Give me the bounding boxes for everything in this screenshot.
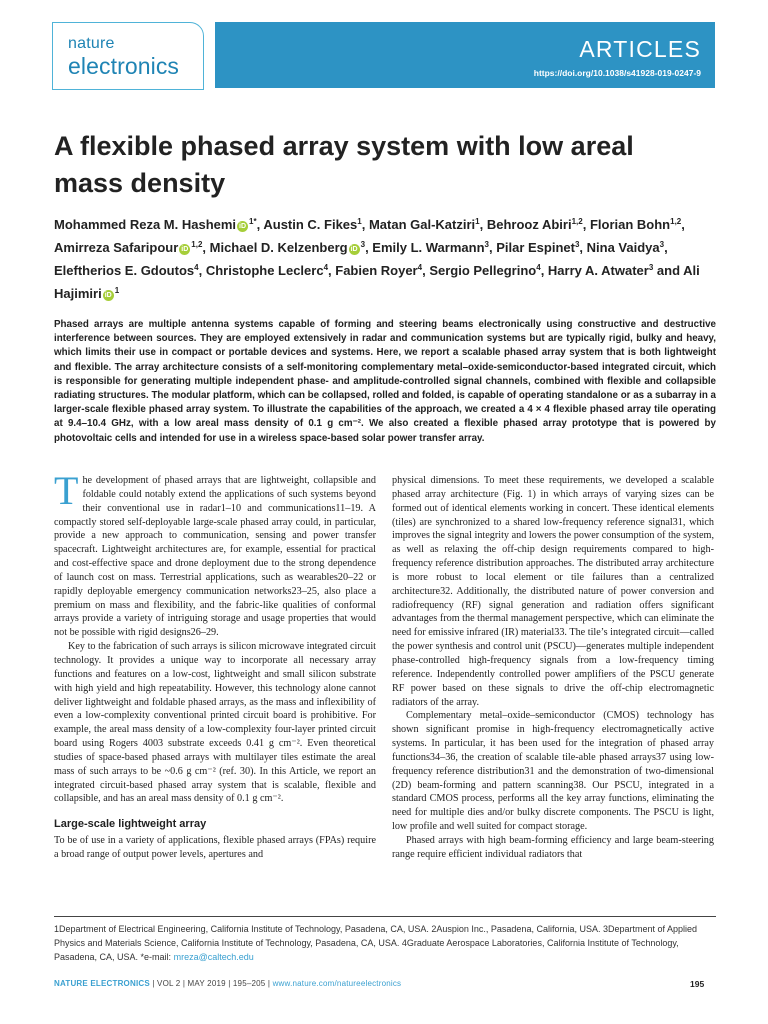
body-column-left <box>54 468 376 862</box>
author-name: Emily L. Warmann <box>372 240 485 255</box>
body-column-right <box>392 474 714 862</box>
author-affiliation-marker: 1,2 <box>571 217 583 226</box>
author-affiliation-marker: 3 <box>484 240 489 249</box>
author-affiliation-marker: 4 <box>323 263 329 272</box>
author-affiliation-marker: 1,2 <box>191 240 203 249</box>
author-affiliation-marker: 1 <box>475 217 480 226</box>
author-name: Nina Vaidya <box>586 240 660 255</box>
article-title: A flexible phased array system with low areal mass density <box>54 131 634 198</box>
paragraph-key: Key to the fabrication of such arrays is silicon microwave integrated circuit technology. It provides a unique way to incorporate all necessary array functions and features on a low-cost, lightweight and small silicon substrate with high yield and high repeatability. However, this technology alone cannot deliver lightweight and foldable phased arrays, as the mass and inflexibility of even a low-complexity conventional printed circuit board is prohibitive. For example, the areal mass density of a low-complexity four-layer printed circuit board using Rogers 4003 substrate exceeds 0.41 g cm⁻². Even theoretical studies of space-based phased arrays with multilayer tiles estimate the areal mass of such arrays to be ~0.6 g cm⁻² (ref. 30). In this Article, we report an integrated circuit-based phased array system that is scalable, flexible and collapsible, and has an areal mass density of 0.1 g cm⁻². <box>54 641 376 805</box>
author-affiliation-marker: 4 <box>194 263 199 272</box>
orcid-icon[interactable]: iD <box>104 292 112 299</box>
author-name: Ali Hajimiri <box>54 263 700 301</box>
author-name: Florian Bohn <box>589 217 671 232</box>
author <box>210 240 365 255</box>
author-affiliation-marker: 1 <box>114 286 120 295</box>
author-affiliation-marker: 4 <box>536 263 541 272</box>
orcid-icon[interactable]: iD <box>350 246 358 253</box>
author <box>590 217 681 232</box>
author-name: Fabien Royer <box>335 263 418 278</box>
paragraph-physical: physical dimensions. To meet these requirements, we developed a scalable phased array architecture (Fig. 1) in which arrays of varying sizes can be formed out of identical elements working in concert. These identical elements (tiles) are synchronized to a shared low-frequency reference signal31, which improves the signal integrity and lowers the power consumption of the system, as well as relaxing the off-chip design requirements compared to high-frequency reference distribution approaches. The distributed array architecture is more robust to local element or tile failures than a centralized architecture32. Additionally, the distributed nature of power conversion and radiofrequency (RF) signal generation and radiation offers significant advantages from the thermal management perspective, which can eliminate the need for emissive infrared (IR) material33. The tile’s integrated circuit—called the power synthesis and control unit (PSCU)—generates multiple independent phase-controlled high-frequency signals from a low-frequency timing reference. Independently controlled power amplifiers of the PSCU generate RF power based on these signals to drive the off-chip electromagnetic radiators of the array. <box>392 475 714 708</box>
logo-line-1: nature <box>68 35 115 52</box>
author-affiliation-marker: 1* <box>249 217 257 226</box>
author <box>372 240 489 255</box>
affiliations <box>54 922 716 964</box>
author-name: Amirreza Safaripour <box>54 240 179 255</box>
author-affiliation-marker: 3 <box>360 240 366 249</box>
page-footer <box>54 979 401 988</box>
section-label: ARTICLES <box>579 36 701 62</box>
author <box>369 217 480 232</box>
page-number: 195 <box>690 979 705 989</box>
author-affiliation-marker: 3 <box>648 263 654 272</box>
drop-cap: T <box>54 468 79 513</box>
author <box>548 263 653 278</box>
author <box>487 217 583 232</box>
section-heading: Large-scale lightweight array <box>54 818 207 831</box>
email-link[interactable]: mreza@caltech.edu <box>173 952 254 962</box>
journal-logo <box>52 22 204 90</box>
paragraph-intro: he development of phased arrays that are lightweight, collapsible and foldable could notably extend the applications of such systems beyond their conventional use in radar1–10 and communications11–19. A compactly stored self-deployable large-scale phased array could, in particular, provide a new approach to communication, sensing and power transfer spacecraft. Lightweight architectures are, for example, essential for practical and cost-effective space and drone deployment due to the strong dependence of launch cost on mass. Terrestrial applications, such as wearables20–22 or rapidly deployable emergency communication networks23–25, also place a premium on mass and flexibility, and the fabric-like qualities of conformal arrays provide a variety of intriguing storage and usage properties that would not be possible with rigid designs26–29. <box>54 475 376 639</box>
footer-issue: | VOL 2 | MAY 2019 | 195–205 | <box>152 979 271 988</box>
author <box>496 240 579 255</box>
author <box>206 263 328 278</box>
author-name: Pilar Espinet <box>496 240 575 255</box>
paragraph-array: To be of use in a variety of applications, flexible phased arrays (FPAs) require a broad range of output power levels, apertures and <box>54 835 376 860</box>
doi-link[interactable]: https://doi.org/10.1038/s41928-019-0247-9 <box>533 68 701 78</box>
author <box>263 217 361 232</box>
author-affiliation-marker: 3 <box>574 240 580 249</box>
author-affiliation-marker: 3 <box>659 240 665 249</box>
author-affiliation-marker: 1,2 <box>670 217 682 226</box>
orcid-icon[interactable]: iD <box>239 223 247 230</box>
author-name: Harry A. Atwater <box>547 263 649 278</box>
paragraph-radiators: Phased arrays with high beam-forming efficiency and large beam-steering range require efficient individual radiators that <box>392 834 714 860</box>
author <box>54 217 257 232</box>
logo-line-2: electronics <box>68 53 180 79</box>
author <box>335 263 422 278</box>
article-type-banner <box>215 22 715 88</box>
author-name: Matan Gal-Katziri <box>368 217 476 232</box>
footer-journal: NATURE ELECTRONICS <box>54 979 150 988</box>
author <box>429 263 540 278</box>
author-name: Sergio Pellegrino <box>429 263 537 278</box>
footer-url[interactable]: www.nature.com/natureelectronics <box>272 979 402 988</box>
author-list: Mohammed Reza M. Hashemi $iD^{1*}$, Austin C. Fikes$^1$, Matan Gal-Katziri$^1$, Behrooz Abiri$^{1,2}$, Florian Bohn$^{1,2}$, Amirreza Safaripour iD$^{1,2}$, Michael D. Kelzenberg $iD^3$, Emily L. Warmann$^3$, Pilar Espinet$^3$, Nina Vaidya$^3$, Eleftherios E. Gdoutos$^4$, Christophe Leclerc$^4$, Fabien Royer$^4$, Sergio Pellegrino$^4$, Harry A. Atwater$^3$ and Ali Hajimiri $iD^1$ <box>54 217 700 301</box>
author-name: Michael D. Kelzenberg <box>209 240 348 255</box>
author <box>54 240 202 255</box>
affiliations-text: 1Department of Electrical Engineering, California Institute of Technology, Pasadena, CA, USA. 2Auspion Inc., Pasadena, California, USA. 3Department of Applied Physics and Materials Science, California Institute of Technology, Pasadena, CA, USA. 4Graduate Aerospace Laboratories, California Institute of Technology, Pasadena, CA, USA. *e-mail: <box>54 924 698 962</box>
author-name: Austin C. Fikes <box>263 217 358 232</box>
author-name: Christophe Leclerc <box>205 263 324 278</box>
author-name: Behrooz Abiri <box>486 217 572 232</box>
abstract: Phased arrays are multiple antenna systems capable of forming and steering beams electronically using constructive and destructive interference between sources. They are employed extensively in radar and communication systems but are typically rigid, bulky and heavy, which limits their use in compact or portable devices and systems. Here, we report a scalable phased array system that is both lightweight and flexible. The array architecture consists of a self-monitoring complementary metal–oxide-semiconductor-based integrated circuit, which is responsible for generating multiple independent phase- and amplitude-controlled signal channels, combined with flexible and collapsible radiating structures. The modular platform, which can be collapsed, rolled and folded, is capable of operating standalone or as a subarray in a larger-scale flexible phased array system. To illustrate the capabilities of the approach, we created a 4 × 4 flexible phased array tile operating at 9.4–10.4 GHz, with a low areal mass density of 0.1 g cm⁻². We also created a flexible phased array prototype that is powered by photovoltaic cells and intended for use in a wireless space-based solar power transfer array. <box>54 319 716 444</box>
footnote-divider <box>54 916 716 917</box>
author <box>587 240 664 255</box>
author-affiliation-marker: 1 <box>357 217 362 226</box>
author-affiliation-marker: 4 <box>417 263 423 272</box>
orcid-icon[interactable]: iD <box>181 246 189 253</box>
author <box>54 263 199 278</box>
author-name: Mohammed Reza M. Hashemi <box>54 217 237 232</box>
paragraph-cmos: Complementary metal–oxide–semiconductor (CMOS) technology has shown significant promise in high-frequency electromagnetically active systems. In particular, it has been used for the integration of phased array functions34–36, the creation of scalable tile-able phased arrays37 using low-frequency reference distribution31 and the demonstration of two-dimensional (2D) beam-forming and pattern scanning38. Our PSCU, integrated in a standard CMOS process, performs all the key array functions, eliminating the need for multiple dies and/or bulky discrete components. The PSCU is light, low profile and well suited for compact storage. <box>392 710 714 833</box>
author-name: Eleftherios E. Gdoutos <box>54 263 195 278</box>
